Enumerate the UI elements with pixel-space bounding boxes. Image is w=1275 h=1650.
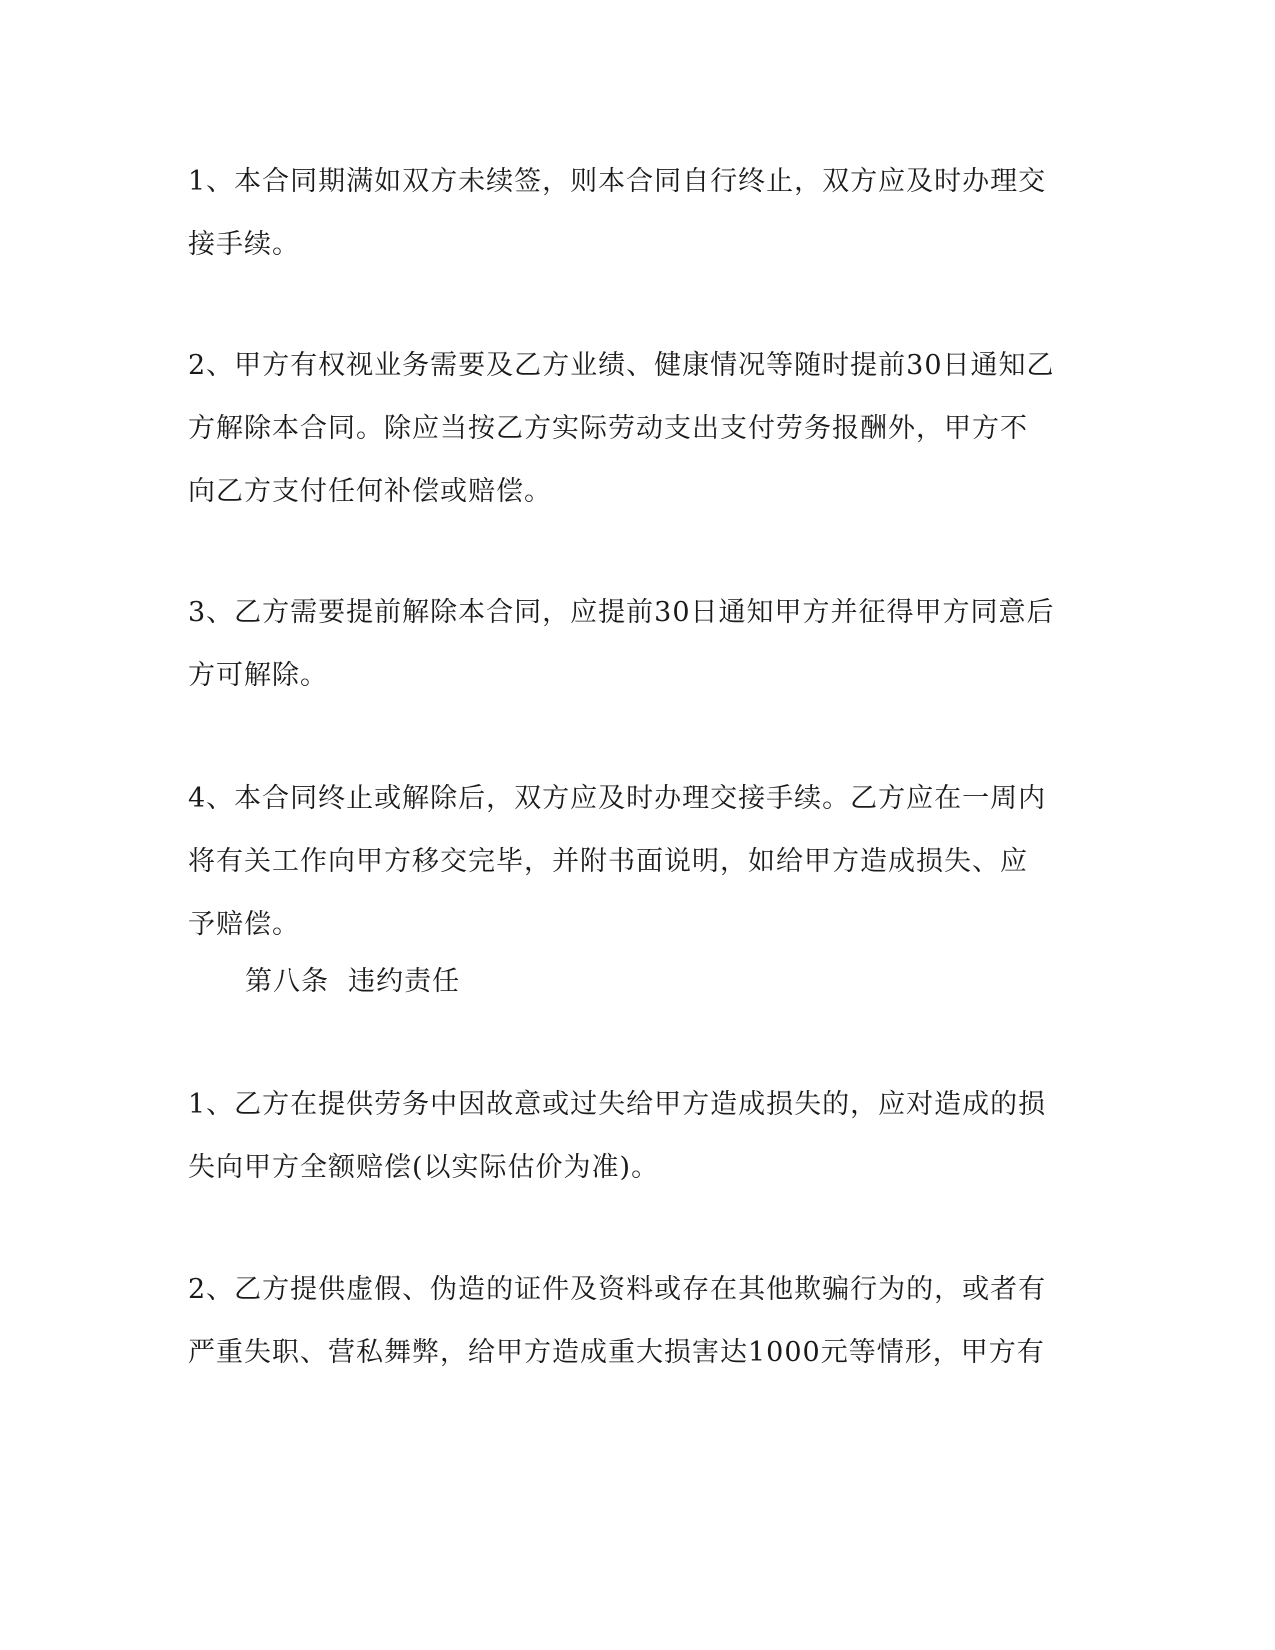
clause-line: 3、乙方需要提前解除本合同，应提前30日通知甲方并征得甲方同意后 bbox=[188, 597, 1055, 628]
clause-line: 1、乙方在提供劳务中因故意或过失给甲方造成损失的，应对造成的损 bbox=[188, 1089, 1047, 1120]
clause-7-4 bbox=[188, 767, 1068, 956]
clause-line: 失向甲方全额赔偿(以实际估价为准)。 bbox=[188, 1152, 660, 1183]
clause-line: 2、甲方有权视业务需要及乙方业绩、健康情况等随时提前30日通知乙 bbox=[188, 350, 1055, 381]
clause-line: 予赔偿。 bbox=[188, 909, 300, 940]
clause-line: 4、本合同终止或解除后，双方应及时办理交接手续。乙方应在一周内 bbox=[188, 783, 1047, 814]
clause-line: 接手续。 bbox=[188, 229, 300, 260]
clause-7-1 bbox=[188, 150, 1068, 276]
clause-7-2 bbox=[188, 334, 1068, 523]
clause-line: 向乙方支付任何补偿或赔偿。 bbox=[188, 476, 552, 507]
clause-line: 方解除本合同。除应当按乙方实际劳动支出支付劳务报酬外，甲方不 bbox=[188, 413, 1028, 444]
clause-line: 将有关工作向甲方移交完毕，并附书面说明，如给甲方造成损失、应 bbox=[188, 846, 1028, 877]
section-heading: 第八条 违约责任 bbox=[245, 966, 461, 997]
clause-8-2 bbox=[188, 1258, 1068, 1384]
clause-line: 1、本合同期满如双方未续签，则本合同自行终止，双方应及时办理交 bbox=[188, 166, 1047, 197]
clause-line: 方可解除。 bbox=[188, 660, 328, 691]
clause-line: 2、乙方提供虚假、伪造的证件及资料或存在其他欺骗行为的，或者有 bbox=[188, 1274, 1047, 1305]
clause-7-3 bbox=[188, 581, 1068, 707]
clause-line: 严重失职、营私舞弊，给甲方造成重大损害达1000元等情形，甲方有 bbox=[188, 1337, 1045, 1368]
clause-8-1 bbox=[188, 1073, 1068, 1199]
